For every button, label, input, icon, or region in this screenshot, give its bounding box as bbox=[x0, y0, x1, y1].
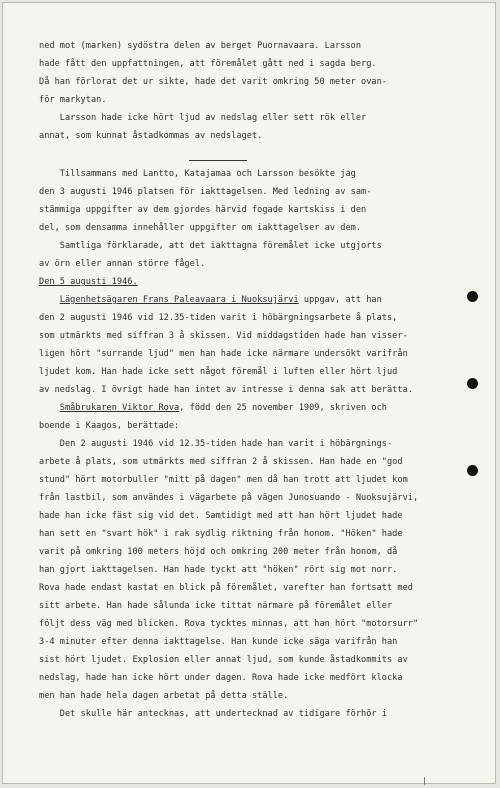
text-line: nedslag, hade han icke hört under dagen. Rova hade icke medfört klocka bbox=[39, 673, 403, 683]
underlined-name: Småbrukaren Viktor Rova bbox=[59, 403, 180, 413]
text-line: Småbrukaren Viktor Rova, född den 25 november 1909, skriven och bbox=[59, 403, 388, 413]
underlined-name: Lägenhetsägaren Frans Paleavaara i Nuoksujärvi bbox=[59, 295, 299, 305]
text-line: arbete å plats, som utmärkts med siffran 2 å skissen. Han hade en "god bbox=[39, 457, 403, 467]
text-line: Rova hade endast kastat en blick på föremålet, varefter han fortsatt med bbox=[39, 583, 413, 593]
text-line: Larsson hade icke hört ljud av nedslag eller sett rök eller bbox=[39, 113, 367, 123]
text-line: stämmiga uppgifter av dem gjordes härvid fogade kartskiss i den bbox=[39, 205, 367, 215]
text-line: han sett en "svart hök" i rak sydlig riktning från honom. "Höken" hade bbox=[39, 529, 403, 539]
text-line: ned mot (marken) sydöstra delen av berget Puornavaara. Larsson bbox=[39, 41, 362, 51]
text-line: som utmärkts med siffran 3 å skissen. Vid middagstiden hade han visser- bbox=[39, 331, 408, 341]
text-line: från lastbil, som användes i vägarbete på vägen Junosuando - Nuoksujärvi, bbox=[39, 493, 419, 503]
text-line: Då han förlorat det ur sikte, hade det varit omkring 50 meter ovan- bbox=[39, 77, 387, 87]
text-line: stund" hört motorbuller "mitt på dagen" men då han trott att ljudet kom bbox=[39, 475, 408, 485]
text-line: annat, som kunnat åstadkommas av nedslaget. bbox=[39, 131, 263, 141]
text-line: boende i Kaagos, berättade: bbox=[39, 421, 180, 431]
text-line: den 2 augusti 1946 vid 12.35-tiden varit i höbärgningsarbete å plats, bbox=[39, 313, 398, 323]
text-line: Det skulle här antecknas, att undertecknad av tidigare förhör i bbox=[39, 709, 387, 719]
text-line: Den 2 augusti 1946 vid 12.35-tiden hade han varit i höbärgnings- bbox=[39, 439, 393, 449]
text-line: 3-4 minuter efter denna iakttagelse. Han kunde icke säga varifrån han bbox=[39, 637, 398, 647]
text-line: ligen hört "surrande ljud" men han hade icke närmare undersökt varifrån bbox=[39, 349, 408, 359]
text-line: sitt arbete. Han hade sålunda icke tittat närmare på föremålet eller bbox=[39, 601, 393, 611]
punch-hole-icon bbox=[467, 378, 478, 389]
text-line: för markytan. bbox=[39, 95, 107, 105]
text-line: del, som densamma innehåller uppgifter om iakttagelser av dem. bbox=[39, 223, 362, 233]
text-line: hade fått den uppfattningen, att föremålet gått ned i sagda berg. bbox=[39, 59, 377, 69]
text-line: men han hade hela dagen arbetat på detta ställe. bbox=[39, 691, 289, 701]
text-line: sist hört ljudet. Explosion eller annat ljud, som kunde åstadkommits av bbox=[39, 655, 408, 665]
punch-hole-icon bbox=[467, 465, 478, 476]
text-line: ljudet kom. Han hade icke sett något föremål i luften eller hört ljud bbox=[39, 367, 398, 377]
document-page bbox=[2, 2, 496, 784]
text-line: den 3 augusti 1946 platsen för iakttagelsen. Med ledning av sam- bbox=[39, 187, 372, 197]
scan-mark bbox=[424, 777, 425, 785]
section-divider bbox=[189, 160, 247, 161]
punch-hole-icon bbox=[467, 291, 478, 302]
text-line: han gjort iakttagelsen. Han hade tyckt att "höken" rört sig mot norr. bbox=[39, 565, 398, 575]
text-line: Tillsammans med Lantto, Katajamaa och Larsson besökte jag bbox=[39, 169, 356, 179]
text-line: hade han icke fäst sig vid det. Samtidigt med att han hört ljudet hade bbox=[39, 511, 403, 521]
text-line: varit på omkring 100 meters höjd och omkring 200 meter från honom, då bbox=[39, 547, 398, 557]
text-line: av nedslag. I övrigt hade han intet av intresse i denna sak att berätta. bbox=[39, 385, 413, 395]
text-line: följt dess väg med blicken. Rova tycktes minnas, att han hört "motorsurr" bbox=[39, 619, 419, 629]
text-line: Samtliga förklarade, att det iakttagna föremålet icke utgjorts bbox=[39, 241, 382, 251]
date-heading: Den 5 augusti 1946. bbox=[39, 277, 138, 287]
text-line: Lägenhetsägaren Frans Paleavaara i Nuoksujärvi uppgav, att han bbox=[59, 295, 382, 305]
text-line: av örn eller annan större fågel. bbox=[39, 259, 206, 269]
